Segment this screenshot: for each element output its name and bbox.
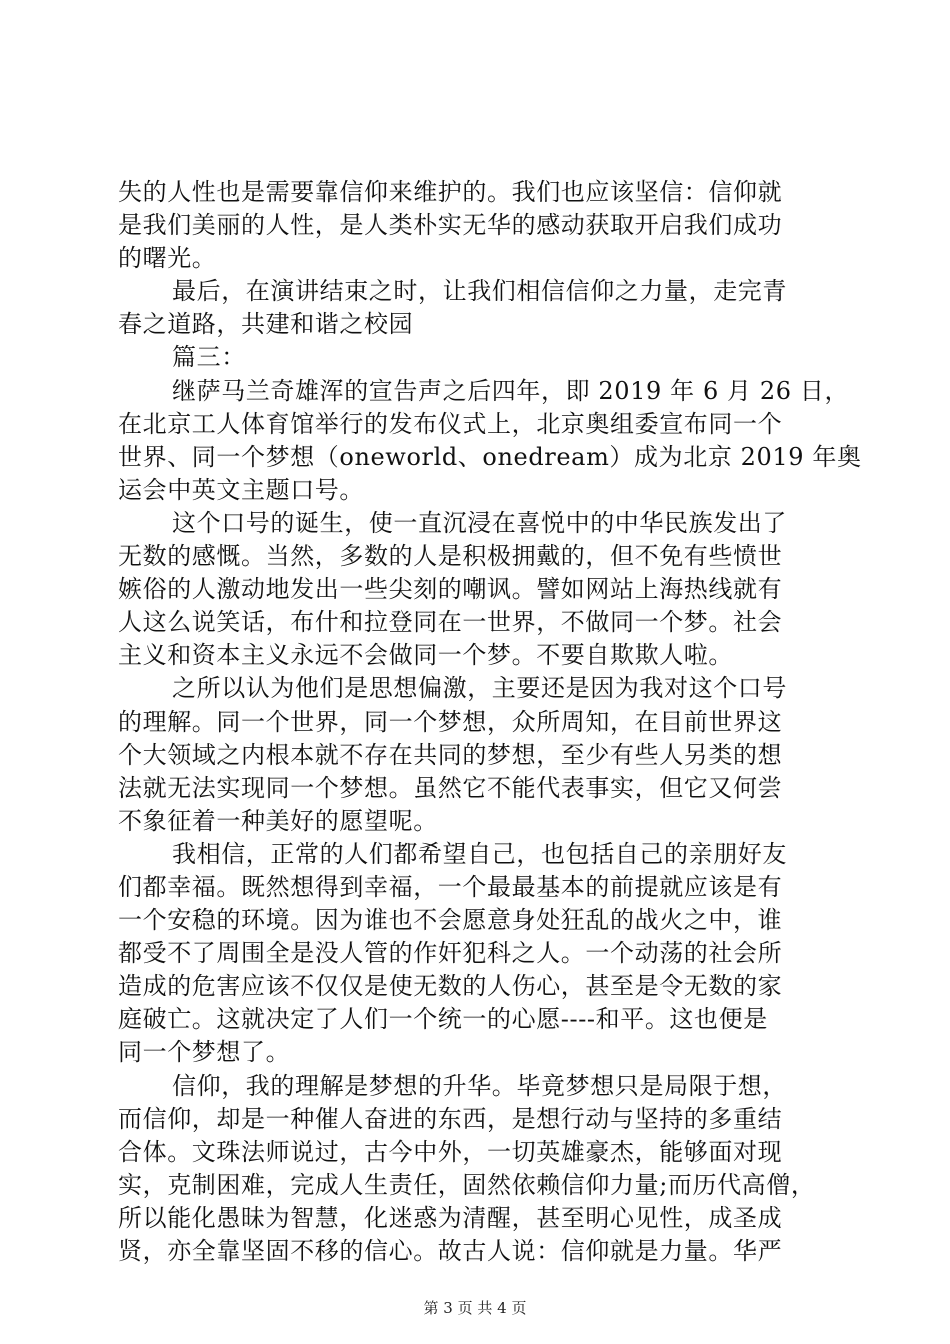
document-body [118,176,862,1268]
text-line: 不象征着一种美好的愿望呢。 [118,806,438,835]
text-line: 继萨马兰奇雄浑的宣告声之后四年，即 2019 年 6 月 26 日， [172,376,850,405]
text-line: 最后，在演讲结束之时，让我们相信信仰之力量，走完青 [172,277,787,306]
text-line: 运会中英文主题口号。 [118,475,364,504]
text-line: 所以能化愚昧为智慧，化迷惑为清醒，甚至明心见性，成圣成 [118,1203,783,1232]
text-line: 信仰，我的理解是梦想的升华。毕竟梦想只是局限于想， [172,1071,787,1100]
text-line: 春之道路，共建和谐之校园 [118,310,414,339]
text-line: 们都幸福。既然想得到幸福，一个最最基本的前提就应该是有 [118,872,783,901]
text-line: 篇三： [172,343,246,372]
text-line: 主义和资本主义永远不会做同一个梦。不要自欺欺人啦。 [118,641,733,670]
text-line: 造成的危害应该不仅仅是使无数的人伤心，甚至是令无数的家 [118,972,783,1001]
text-line: 一个安稳的环境。因为谁也不会愿意身处狂乱的战火之中，谁 [118,906,783,935]
text-line: 贤，亦全靠坚固不移的信心。故古人说：信仰就是力量。华严 [118,1237,783,1265]
text-line: 的理解。同一个世界，同一个梦想，众所周知，在目前世界这 [118,707,783,736]
page-footer: 第 3 页 共 4 页 [423,1299,527,1317]
text-line: 是我们美丽的人性，是人类朴实无华的感动获取开启我们成功 [118,211,783,240]
text-line: 之所以认为他们是思想偏激，主要还是因为我对这个口号 [172,674,787,703]
text-line: 的曙光。 [118,244,217,273]
text-line: 在北京工人体育馆举行的发布仪式上，北京奥组委宣布同一个 [118,409,783,438]
text-line: 人这么说笑话，布什和拉登同在一世界，不做同一个梦。社会 [118,608,783,637]
text-line: 法就无法实现同一个梦想。虽然它不能代表事实，但它又何尝 [118,773,783,802]
text-line: 合体。文珠法师说过，古今中外，一切英雄豪杰，能够面对现 [118,1137,783,1166]
text-line: 而信仰，却是一种催人奋进的东西，是想行动与坚持的多重结 [118,1104,783,1133]
text-line: 嫉俗的人激动地发出一些尖刻的嘲讽。譬如网站上海热线就有 [118,575,783,604]
text-line: 我相信，正常的人们都希望自己，也包括自己的亲朋好友 [172,839,787,868]
text-line: 个大领域之内根本就不存在共同的梦想，至少有些人另类的想 [118,740,783,769]
text-line: 同一个梦想了。 [118,1038,291,1067]
text-line: 庭破亡。这就决定了人们一个统一的心愿----和平。这也便是 [118,1005,768,1034]
text-line: 无数的感慨。当然，多数的人是积极拥戴的，但不免有些愤世 [118,542,783,571]
text-line: 世界、同一个梦想（oneworld、onedream）成为北京 2019 年奥 [118,442,862,471]
text-line: 失的人性也是需要靠信仰来维护的。我们也应该坚信：信仰就 [118,178,783,206]
text-line: 这个口号的诞生，使一直沉浸在喜悦中的中华民族发出了 [172,508,787,537]
text-line: 都受不了周围全是没人管的作奸犯科之人。一个动荡的社会所 [118,939,783,968]
text-line: 实，克制困难，完成人生责任，固然依赖信仰力量;而历代高僧， [118,1170,816,1199]
